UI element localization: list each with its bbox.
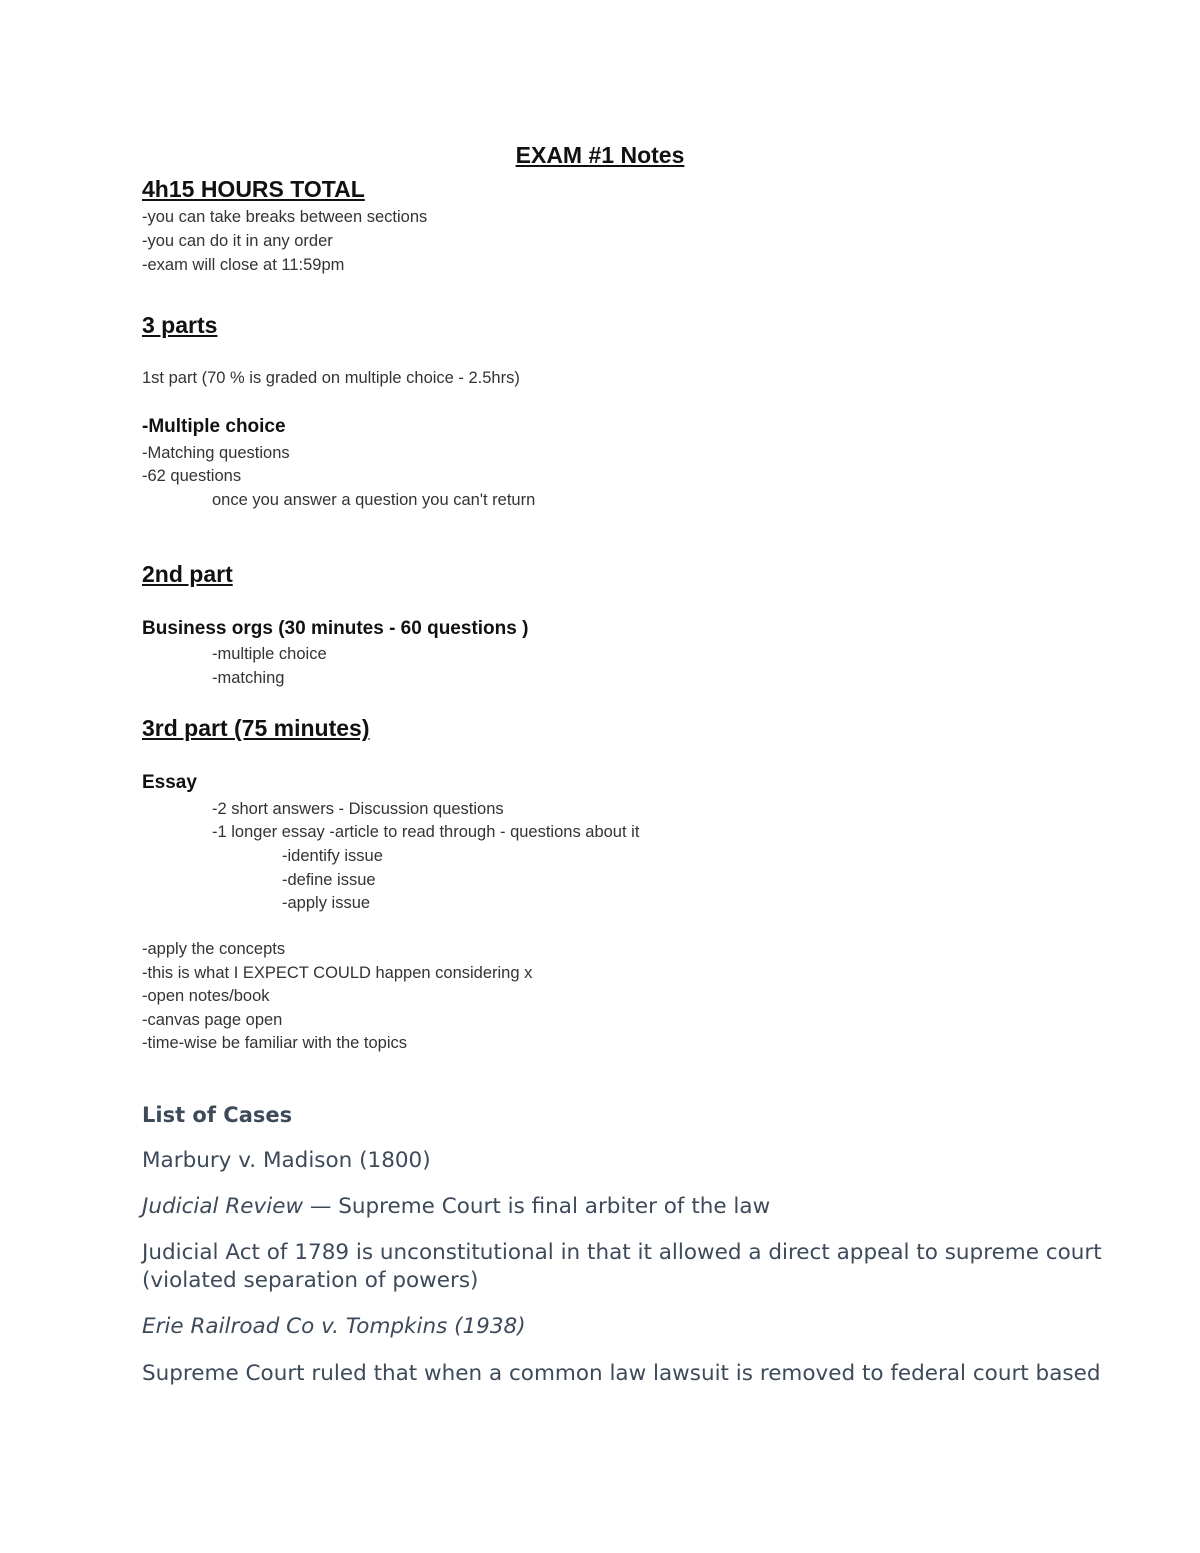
part3-subheading: Essay (142, 772, 197, 793)
part1-intro: 1st part (70 % is graded on multiple choice - 2.5hrs) (142, 369, 520, 387)
part2-subheading: Business orgs (30 minutes - 60 questions ) (142, 618, 529, 639)
case1-label: Judicial Review (142, 1194, 304, 1219)
case2-name: Erie Railroad Co v. Tompkins (1938) (142, 1314, 526, 1339)
total-note: -exam will close at 11:59pm (142, 256, 345, 274)
part3-note: -apply the concepts (142, 940, 286, 958)
part3-heading: 3rd part (75 minutes) (142, 715, 370, 741)
part3-item: -1 longer essay -article to read through - questions about it (212, 823, 640, 841)
case1-name: Marbury v. Madison (1800) (142, 1148, 431, 1173)
part3-subitem: -identify issue (282, 847, 383, 865)
cases-heading: List of Cases (142, 1103, 293, 1127)
case1-detail: (violated separation of powers) (142, 1268, 479, 1293)
case1-label-rest: — Supreme Court is final arbiter of the law (303, 1194, 771, 1219)
part2-item: -matching (212, 669, 285, 687)
part2-heading: 2nd part (142, 561, 233, 587)
page-title: EXAM #1 Notes (515, 142, 685, 168)
case2-detail: Supreme Court ruled that when a common law lawsuit is removed to federal court based (142, 1361, 1101, 1386)
total-hours-heading: 4h15 HOURS TOTAL (142, 176, 365, 202)
case1-summary (142, 1194, 770, 1219)
part3-note: -open notes/book (142, 987, 270, 1005)
parts-heading: 3 parts (142, 312, 218, 338)
part3-note: -time-wise be familiar with the topics (142, 1034, 407, 1052)
part1-item: -62 questions (142, 467, 242, 485)
part2-item: -multiple choice (212, 645, 327, 663)
part1-item: -Matching questions (142, 444, 290, 462)
part3-subitem: -define issue (282, 871, 376, 889)
part1-subnote: once you answer a question you can't return (212, 491, 536, 509)
total-note: -you can do it in any order (142, 232, 333, 250)
part3-subitem: -apply issue (282, 894, 371, 912)
part3-item: -2 short answers - Discussion questions (212, 800, 504, 818)
case1-detail: Judicial Act of 1789 is unconstitutional in that it allowed a direct appeal to supreme court (142, 1240, 1102, 1265)
part3-note: -this is what I EXPECT COULD happen considering x (142, 964, 533, 982)
part3-note: -canvas page open (142, 1011, 283, 1029)
total-note: -you can take breaks between sections (142, 208, 428, 226)
part1-subheading: -Multiple choice (142, 416, 286, 437)
